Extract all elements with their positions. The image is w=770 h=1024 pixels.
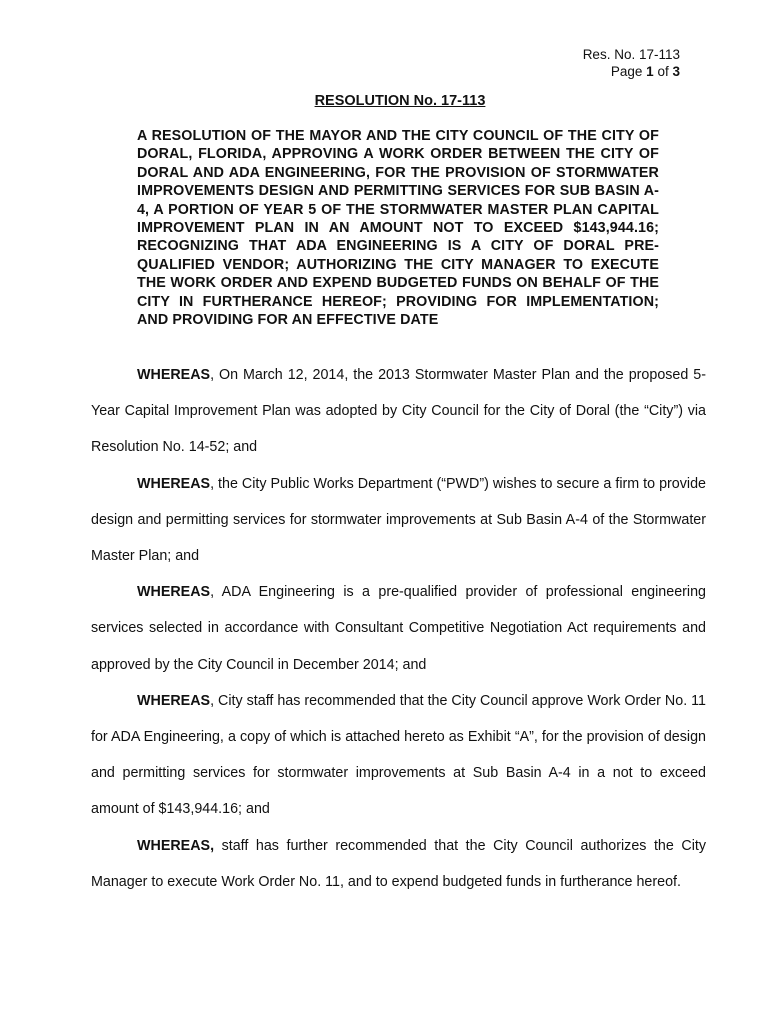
resolution-number: Res. No. 17-113 [582,47,680,62]
whereas-text: , City staff has recommended that the City Council approve Work Order No. 11 for ADA Engineering, a copy of which is attached hereto as Exhibit “A”, for the provision of design and permitting services for stormwater improvements at Sub Basin A-4 in a not to exceed amount of $143,944.16; and [91,692,706,818]
header-reference [583,46,680,80]
page-prefix: Page [610,64,643,79]
page-of: of [657,64,669,79]
whereas-paragraph-4 [91,683,706,828]
page-total: 3 [672,64,680,79]
whereas-lead: WHEREAS [137,367,211,383]
whereas-lead: WHEREAS [137,584,211,601]
document-title: RESOLUTION No. 17-113 [314,93,486,109]
whereas-paragraph-3 [91,574,706,683]
whereas-paragraph-1 [91,357,706,466]
whereas-text: , the City Public Works Department (“PWD”) wishes to secure a firm to provide design and permitting services for stormwater improvements at Sub Basin A-4 of the Stormwater Master Plan; and [91,475,706,565]
whereas-paragraph-5 [91,828,706,900]
whereas-text: , ADA Engineering is a pre-qualified provider of professional engineering services selected in accordance with Consultant Competitive Negotiation Act requirements and approved by the City Council in December 2014; and [91,584,706,673]
page-indicator [583,63,680,80]
whereas-text: staff has further recommended that the City Council authorizes the City Manager to execute Work Order No. 11, and to expend budgeted funds in furtherance hereof. [91,837,706,890]
whereas-lead: WHEREAS, [137,837,215,854]
whereas-paragraph-2 [91,466,706,575]
resolution-summary: A RESOLUTION OF THE MAYOR AND THE CITY COUNCIL OF THE CITY OF DORAL, FLORIDA, APPROVING A WORK ORDER BETWEEN THE CITY OF DORAL AND ADA ENGINEERING, FOR THE PROVISION OF STORMWATER IMPROVEMENTS DESIGN AND PERMITTING SERVICES FOR SUB BASIN A-4, A PORTION OF YEAR 5 OF THE STORMWATER MASTER PLAN CAPITAL IMPROVEMENT PLAN IN AN AMOUNT NOT TO EXCEED $143,944.16; RECOGNIZING THAT ADA ENGINEERING IS A CITY OF DORAL PRE-QUALIFIED VENDOR; AUTHORIZING THE CITY MANAGER TO EXECUTE THE WORK ORDER AND EXPEND BUDGETED FUNDS ON BEHALF OF THE CITY IN FURTHERANCE HEREOF; PROVIDING FOR IMPLEMENTATION; AND PROVIDING FOR AN EFFECTIVE DATE [137,128,659,329]
whereas-text: , On March 12, 2014, the 2013 Stormwater Master Plan and the proposed 5-Year Capital Improvement Plan was adopted by City Council for the City of Doral (the “City”) via Resolution No. 14-52; and [91,367,706,456]
page-current: 1 [646,64,654,79]
document-title-wrap [0,93,770,109]
whereas-lead: WHEREAS [137,692,211,709]
whereas-clauses [91,357,706,900]
whereas-lead: WHEREAS [137,475,211,492]
